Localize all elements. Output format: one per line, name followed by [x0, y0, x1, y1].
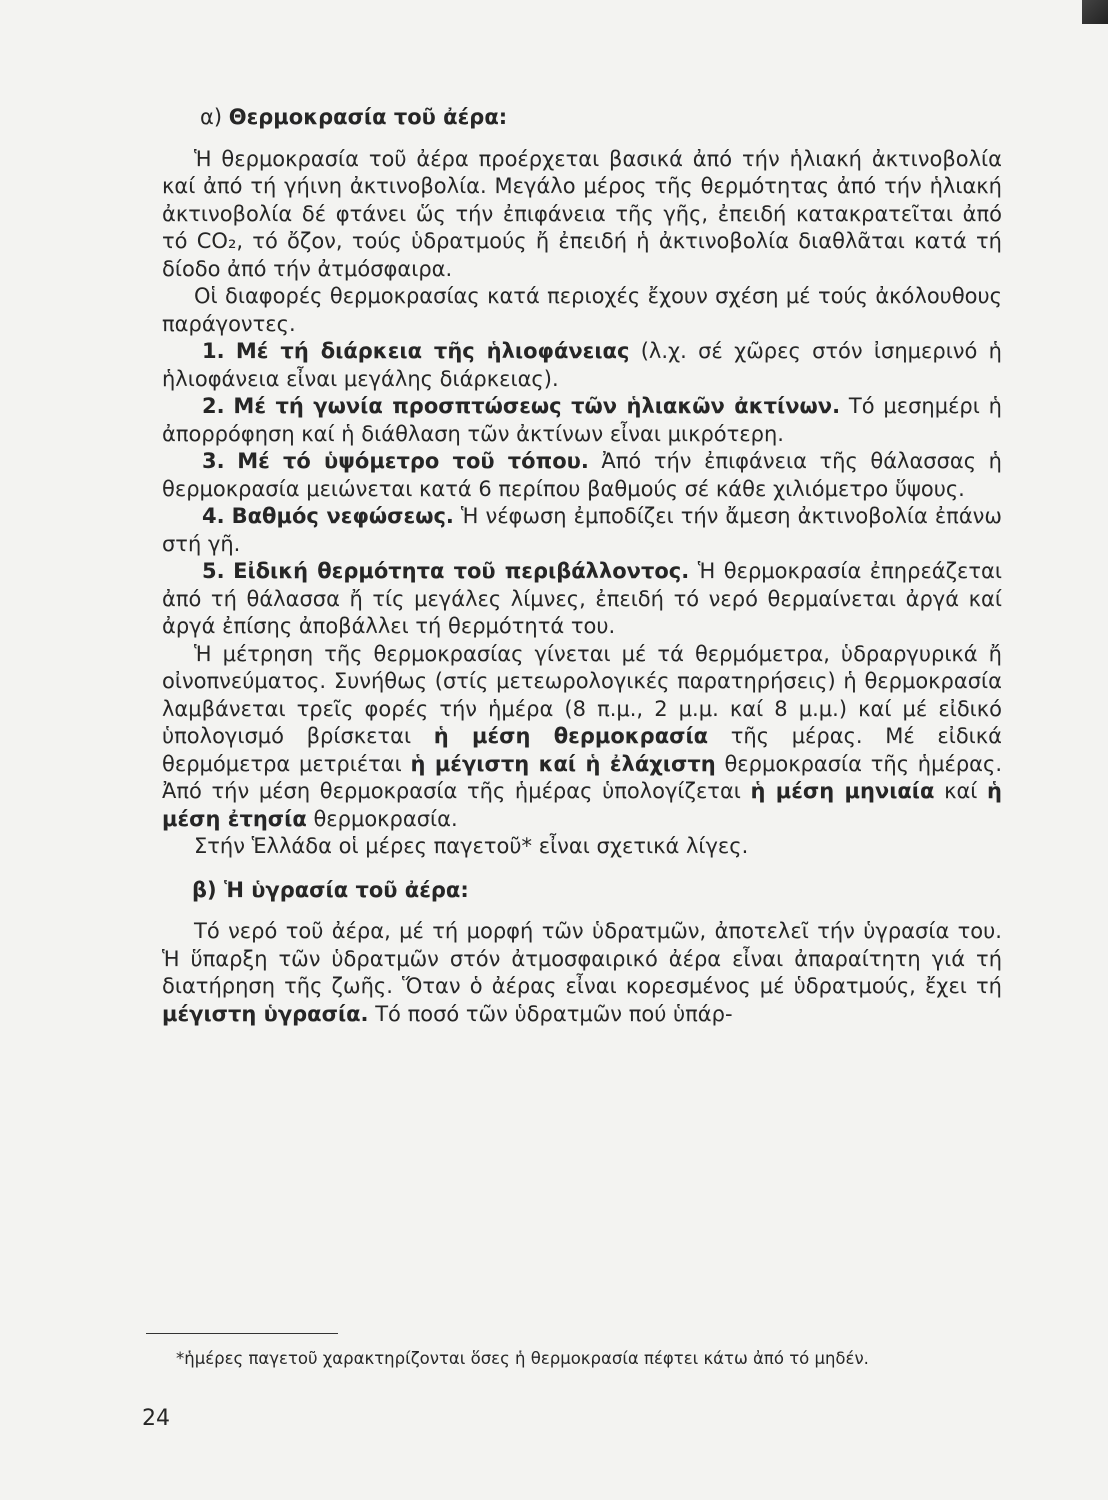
- term-max-min: ἡ μέγιστη καί ἡ ἐλάχιστη: [410, 751, 716, 776]
- factor-5-text: Ἡ θερμοκρασία ἐπηρεάζεται ἀπό τή θάλασσα ἤ τίς μεγάλες λίμνες, ἐπειδή τό νερό θερμαίνεται ἀργά καί ἀργά ἐπίσης ἀποβάλλει τή θερμότητά του.: [162, 559, 1003, 638]
- factor-1-title: Μέ τή διάρκεια τῆς ἡλιοφάνειας: [235, 339, 630, 363]
- page-body: [162, 104, 1002, 1028]
- humidity-text-1: Τό νερό τοῦ ἀέρα, μέ τή μορφή τῶν ὑδρατμῶν, ἀποτελεῖ τήν ὑγρασία του. Ἡ ὕπαρξη τῶν ὑδρατμῶν στόν ἀτμοσφαιρικό ἀέρα εἶναι ἀπαραίτητη γιά τή διατήρηση τῆς ζωῆς. Ὅταν ὁ ἀέρας εἶναι κορεσμένος μέ ὑδρατμούς, ἔχει τή: [162, 919, 1002, 998]
- humidity-text-2: Τό ποσό τῶν ὑδρατμῶν πού ὑπάρ-: [368, 1001, 733, 1026]
- factor-4-number: 4.: [202, 504, 225, 528]
- term-mean-monthly: ἡ μέση μηνιαία: [750, 779, 935, 803]
- factor-3-number: 3.: [202, 449, 225, 473]
- factor-1-number: 1.: [202, 339, 225, 363]
- term-mean-temperature: ἡ μέση θερμοκρασία: [433, 724, 709, 748]
- measurement-text-2: τῆς μέρας. Μέ εἰδικά θερμόμετρα μετριέται: [162, 724, 1002, 776]
- paragraph-air-humidity: [162, 918, 1002, 1028]
- section-a-title: Θερμοκρασία τοῦ ἀέρα:: [228, 105, 508, 129]
- measurement-text-3: θερμοκρασία τῆς ἡμέρας. Ἀπό τήν μέση θερμοκρασία τῆς ἡμέρας ὑπολογίζεται: [162, 751, 1002, 803]
- factor-2-title: Μέ τή γωνία προσπτώσεως τῶν ἡλιακῶν ἀκτίνων.: [233, 394, 841, 418]
- factor-item-1: [162, 338, 1002, 393]
- term-mean-annual: ἡ μέση ἐτησία: [162, 779, 1002, 831]
- factor-2-text: Τό μεσημέρι ἡ ἀπορρόφηση καί ἡ διάθλαση τῶν ἀκτίνων εἶναι μικρότερη.: [162, 394, 1002, 446]
- term-max-humidity: μέγιστη ὑγρασία.: [162, 1001, 369, 1026]
- footnote-divider: [146, 1333, 338, 1334]
- section-b-heading: β) Ἡ ὑγρασία τοῦ ἀέρα:: [192, 877, 469, 902]
- paragraph-temperature-measurement: [162, 641, 1002, 834]
- factor-5-title: Εἰδική θερμότητα τοῦ περιβάλλοντος.: [233, 559, 690, 583]
- factor-4-text: Ἡ νέφωση ἐμποδίζει τήν ἄμεση ἀκτινοβολία ἐπάνω στή γῆ.: [162, 504, 1002, 556]
- factor-item-5: [162, 558, 1002, 641]
- factor-3-text: Ἀπό τήν ἐπιφάνεια τῆς θάλασσας ἡ θερμοκρασία μειώνεται κατά 6 περίπου βαθμούς σέ κάθε χιλιόμετρο ὕψους.: [162, 449, 1002, 501]
- factor-1-text: (λ.χ. σέ χῶρες στόν ἰσημερινό ἡ ἡλιοφάνεια εἶναι μεγάλης διάρκειας).: [162, 339, 1002, 391]
- measurement-text-4: καί: [934, 779, 988, 803]
- page-number: 24: [142, 1406, 170, 1431]
- paragraph-temperature-factors-intro: Οἱ διαφορές θερμοκρασίας κατά περιοχές ἔχουν σχέση μέ τούς ἀκόλουθους παράγοντες.: [162, 284, 1002, 336]
- factor-item-2: [162, 393, 1002, 448]
- factor-3-title: Μέ τό ὑψόμετρο τοῦ τόπου.: [237, 449, 589, 473]
- measurement-text-5: θερμοκρασία.: [306, 806, 458, 831]
- factor-item-4: [162, 503, 1002, 558]
- factor-5-number: 5.: [202, 559, 225, 583]
- paragraph-air-temperature-source: Ἡ θερμοκρασία τοῦ ἀέρα προέρχεται βασικά ἀπό τήν ἡλιακή ἀκτινοβολία καί ἀπό τή γήινη ἀκτινοβολία. Μεγάλο μέρος τῆς θερμότητας ἀπό τήν ἡλιακή ἀκτινοβολία δέ φτάνει ὥς τήν ἐπιφάνεια τῆς γῆς, ἐπειδή κατακρατεῖται ἀπό τό CO₂, τό ὄζον, τούς ὑδρατμούς ἤ ἐπειδή ἡ ἀκτινοβολία διαθλᾶται κατά τή δίοδο ἀπό τήν ἀτμόσφαιρα.: [162, 146, 1002, 281]
- factor-item-3: [162, 448, 1002, 503]
- paragraph-frost-days: Στήν Ἑλλάδα οἱ μέρες παγετοῦ* εἶναι σχετικά λίγες.: [194, 834, 749, 858]
- scan-corner-shadow: [1082, 0, 1108, 24]
- measurement-text-1: Ἡ μέτρηση τῆς θερμοκρασίας γίνεται μέ τά θερμόμετρα, ὑδραργυρικά ἤ οἰνοπνεύματος. Συνήθως (στίς μετεωρολογικές παρατηρήσεις) ἡ θερμοκρασία λαμβάνεται τρεῖς φορές τήν ἡμέρα (8 π.μ., 2 μ.μ. καί 8 μ.μ.) καί μέ εἰδικό ὑπολογισμό βρίσκεται: [162, 641, 1002, 748]
- section-a-heading: [200, 104, 1002, 132]
- section-a-prefix: α): [200, 105, 223, 129]
- factor-4-title: Βαθμός νεφώσεως.: [231, 504, 454, 528]
- footnote-frost-days: *ἡμέρες παγετοῦ χαρακτηρίζονται ὅσες ἡ θερμοκρασία πέφτει κάτω ἀπό τό μηδέν.: [176, 1349, 869, 1368]
- factor-2-number: 2.: [202, 394, 225, 418]
